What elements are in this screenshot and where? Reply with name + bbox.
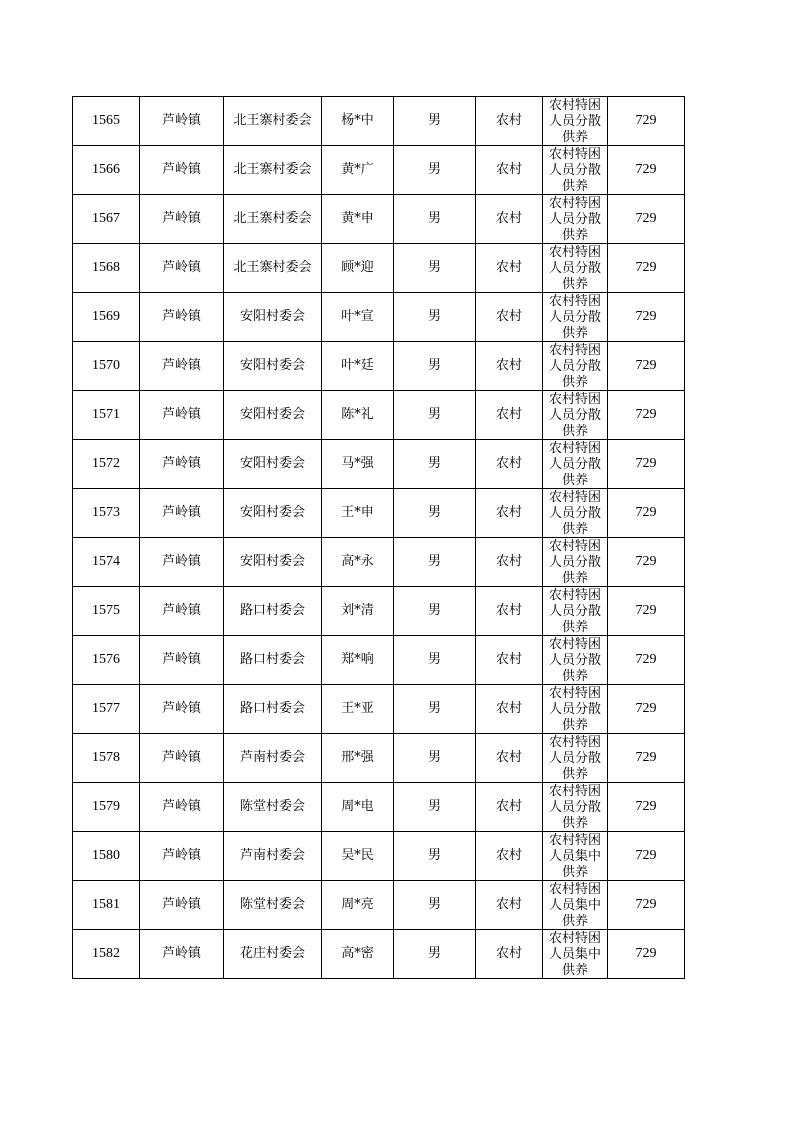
support-category-cell [543,587,608,636]
gender-cell: 男 [394,881,476,930]
table-row [73,293,685,342]
support-category-cell [543,244,608,293]
area-type-cell: 农村 [476,440,543,489]
amount-cell: 729 [608,636,685,685]
village-committee-cell: 安阳村委会 [224,342,322,391]
serial-number-cell: 1576 [73,636,140,685]
support-category-cell [543,391,608,440]
amount-cell: 729 [608,832,685,881]
area-type-cell: 农村 [476,930,543,979]
support-category-text: 农村特困人员分散供养 [548,539,601,586]
support-category-text: 农村特困人员分散供养 [548,196,601,243]
amount-cell: 729 [608,391,685,440]
amount-cell: 729 [608,489,685,538]
person-name-cell: 黄*申 [322,195,394,244]
gender-cell: 男 [394,783,476,832]
village-committee-cell: 北王寨村委会 [224,146,322,195]
amount-cell: 729 [608,587,685,636]
village-committee-cell: 北王寨村委会 [224,244,322,293]
amount-cell: 729 [608,195,685,244]
town-cell: 芦岭镇 [140,587,224,636]
support-category-cell [543,734,608,783]
serial-number-cell: 1577 [73,685,140,734]
support-category-text: 农村特困人员分散供养 [548,245,601,292]
support-category-text: 农村特困人员集中供养 [548,833,601,880]
person-name-cell: 高*密 [322,930,394,979]
area-type-cell: 农村 [476,538,543,587]
support-category-cell [543,440,608,489]
support-category-text: 农村特困人员分散供养 [548,637,601,684]
gender-cell: 男 [394,930,476,979]
support-category-cell [543,342,608,391]
person-name-cell: 吴*民 [322,832,394,881]
serial-number-cell: 1572 [73,440,140,489]
amount-cell: 729 [608,538,685,587]
serial-number-cell: 1573 [73,489,140,538]
gender-cell: 男 [394,734,476,783]
gender-cell: 男 [394,342,476,391]
amount-cell: 729 [608,734,685,783]
area-type-cell: 农村 [476,146,543,195]
support-category-text: 农村特困人员分散供养 [548,98,601,145]
town-cell: 芦岭镇 [140,783,224,832]
gender-cell: 男 [394,636,476,685]
area-type-cell: 农村 [476,832,543,881]
village-committee-cell: 路口村委会 [224,685,322,734]
table-row [73,881,685,930]
person-name-cell: 刘*清 [322,587,394,636]
person-name-cell: 邢*强 [322,734,394,783]
table-row [73,97,685,146]
serial-number-cell: 1580 [73,832,140,881]
support-category-cell [543,146,608,195]
gender-cell: 男 [394,244,476,293]
gender-cell: 男 [394,538,476,587]
amount-cell: 729 [608,440,685,489]
serial-number-cell: 1570 [73,342,140,391]
support-category-text: 农村特困人员分散供养 [548,735,601,782]
person-name-cell: 黄*广 [322,146,394,195]
support-category-text: 农村特困人员分散供养 [548,490,601,537]
support-category-text: 农村特困人员分散供养 [548,147,601,194]
support-category-text: 农村特困人员分散供养 [548,294,601,341]
serial-number-cell: 1571 [73,391,140,440]
gender-cell: 男 [394,97,476,146]
support-category-text: 农村特困人员分散供养 [548,343,601,390]
serial-number-cell: 1578 [73,734,140,783]
support-category-text: 农村特困人员分散供养 [548,686,601,733]
village-committee-cell: 花庄村委会 [224,930,322,979]
town-cell: 芦岭镇 [140,832,224,881]
area-type-cell: 农村 [476,342,543,391]
town-cell: 芦岭镇 [140,636,224,685]
town-cell: 芦岭镇 [140,97,224,146]
gender-cell: 男 [394,293,476,342]
town-cell: 芦岭镇 [140,391,224,440]
gender-cell: 男 [394,146,476,195]
person-name-cell: 顾*迎 [322,244,394,293]
serial-number-cell: 1575 [73,587,140,636]
support-category-text: 农村特困人员分散供养 [548,441,601,488]
village-committee-cell: 北王寨村委会 [224,97,322,146]
support-category-cell [543,881,608,930]
village-committee-cell: 芦南村委会 [224,734,322,783]
table-row [73,391,685,440]
area-type-cell: 农村 [476,636,543,685]
support-category-text: 农村特困人员分散供养 [548,588,601,635]
table-row [73,146,685,195]
town-cell: 芦岭镇 [140,930,224,979]
town-cell: 芦岭镇 [140,342,224,391]
area-type-cell: 农村 [476,391,543,440]
town-cell: 芦岭镇 [140,734,224,783]
town-cell: 芦岭镇 [140,244,224,293]
area-type-cell: 农村 [476,195,543,244]
table-row [73,195,685,244]
serial-number-cell: 1579 [73,783,140,832]
serial-number-cell: 1565 [73,97,140,146]
area-type-cell: 农村 [476,97,543,146]
amount-cell: 729 [608,146,685,195]
person-name-cell: 马*强 [322,440,394,489]
village-committee-cell: 安阳村委会 [224,538,322,587]
beneficiary-table [72,96,685,979]
support-category-text: 农村特困人员分散供养 [548,392,601,439]
support-category-cell [543,685,608,734]
gender-cell: 男 [394,832,476,881]
area-type-cell: 农村 [476,489,543,538]
amount-cell: 729 [608,342,685,391]
serial-number-cell: 1566 [73,146,140,195]
table-row [73,734,685,783]
village-committee-cell: 路口村委会 [224,636,322,685]
table-row [73,244,685,293]
person-name-cell: 高*永 [322,538,394,587]
support-category-cell [543,195,608,244]
village-committee-cell: 陈堂村委会 [224,783,322,832]
serial-number-cell: 1574 [73,538,140,587]
table-row [73,440,685,489]
table-row [73,587,685,636]
village-committee-cell: 安阳村委会 [224,293,322,342]
serial-number-cell: 1568 [73,244,140,293]
serial-number-cell: 1569 [73,293,140,342]
support-category-text: 农村特困人员分散供养 [548,784,601,831]
support-category-cell [543,930,608,979]
town-cell: 芦岭镇 [140,881,224,930]
serial-number-cell: 1582 [73,930,140,979]
village-committee-cell: 北王寨村委会 [224,195,322,244]
area-type-cell: 农村 [476,881,543,930]
person-name-cell: 周*亮 [322,881,394,930]
person-name-cell: 陈*礼 [322,391,394,440]
amount-cell: 729 [608,881,685,930]
town-cell: 芦岭镇 [140,293,224,342]
person-name-cell: 叶*廷 [322,342,394,391]
serial-number-cell: 1567 [73,195,140,244]
town-cell: 芦岭镇 [140,195,224,244]
support-category-cell [543,783,608,832]
table-row [73,783,685,832]
village-committee-cell: 芦南村委会 [224,832,322,881]
support-category-text: 农村特困人员集中供养 [548,882,601,929]
amount-cell: 729 [608,783,685,832]
support-category-cell [543,97,608,146]
town-cell: 芦岭镇 [140,146,224,195]
village-committee-cell: 安阳村委会 [224,391,322,440]
area-type-cell: 农村 [476,783,543,832]
gender-cell: 男 [394,195,476,244]
amount-cell: 729 [608,293,685,342]
town-cell: 芦岭镇 [140,538,224,587]
person-name-cell: 王*申 [322,489,394,538]
amount-cell: 729 [608,685,685,734]
town-cell: 芦岭镇 [140,685,224,734]
town-cell: 芦岭镇 [140,489,224,538]
gender-cell: 男 [394,685,476,734]
area-type-cell: 农村 [476,293,543,342]
amount-cell: 729 [608,244,685,293]
serial-number-cell: 1581 [73,881,140,930]
table-row [73,489,685,538]
table-row [73,342,685,391]
support-category-cell [543,832,608,881]
table-row [73,636,685,685]
amount-cell: 729 [608,97,685,146]
support-category-cell [543,538,608,587]
table-row [73,685,685,734]
gender-cell: 男 [394,587,476,636]
table-row [73,832,685,881]
table-body [73,97,685,979]
area-type-cell: 农村 [476,244,543,293]
table-row [73,538,685,587]
gender-cell: 男 [394,440,476,489]
support-category-text: 农村特困人员集中供养 [548,931,601,978]
village-committee-cell: 安阳村委会 [224,440,322,489]
person-name-cell: 周*电 [322,783,394,832]
amount-cell: 729 [608,930,685,979]
village-committee-cell: 安阳村委会 [224,489,322,538]
area-type-cell: 农村 [476,587,543,636]
village-committee-cell: 路口村委会 [224,587,322,636]
support-category-cell [543,293,608,342]
gender-cell: 男 [394,489,476,538]
town-cell: 芦岭镇 [140,440,224,489]
person-name-cell: 叶*宣 [322,293,394,342]
table-row [73,930,685,979]
support-category-cell [543,636,608,685]
area-type-cell: 农村 [476,734,543,783]
village-committee-cell: 陈堂村委会 [224,881,322,930]
person-name-cell: 杨*中 [322,97,394,146]
person-name-cell: 王*亚 [322,685,394,734]
area-type-cell: 农村 [476,685,543,734]
person-name-cell: 郑*响 [322,636,394,685]
support-category-cell [543,489,608,538]
gender-cell: 男 [394,391,476,440]
